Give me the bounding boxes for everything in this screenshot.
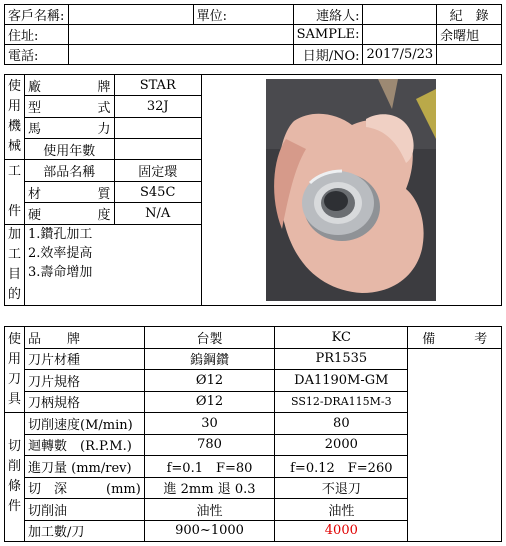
row-label: 加工數/刀 xyxy=(25,520,145,542)
row-label: 刀片材種 xyxy=(25,348,145,370)
sample-value xyxy=(363,25,437,45)
header-table xyxy=(4,4,502,65)
row-label: 切削速度(M/min) xyxy=(25,413,145,435)
row-b: PR1535 xyxy=(275,348,408,370)
row-b: 不退刀 xyxy=(275,477,408,499)
row-b-highlight: 4000 xyxy=(275,520,408,542)
model-label: 型 式 xyxy=(25,96,115,117)
row-b: 2000 xyxy=(275,434,408,456)
customer-value xyxy=(68,5,193,25)
row-label: 進刀量 (mm/rev) xyxy=(25,456,145,478)
remarks-value xyxy=(408,348,502,542)
address-value xyxy=(68,25,293,45)
row-label: 切削油 xyxy=(25,499,145,521)
brand-b: KC xyxy=(275,327,408,349)
record-label: 紀 錄 xyxy=(437,5,502,25)
row-a: 進 2mm 退 0.3 xyxy=(144,477,274,499)
part-value: 固定環 xyxy=(114,160,201,182)
brand-value: STAR xyxy=(114,75,201,96)
row-a: Ø12 xyxy=(144,391,274,413)
recorder-name: 余曙旭 xyxy=(437,25,502,45)
row-b: 80 xyxy=(275,413,408,435)
purpose-notes xyxy=(25,224,202,305)
customer-label: 客戶名稱: xyxy=(5,5,69,25)
years-label: 使用年數 xyxy=(25,138,115,159)
row-a: 油性 xyxy=(144,499,274,521)
unit-label: 單位: xyxy=(193,5,293,25)
purpose-note-3: 3.壽命增加 xyxy=(28,264,93,280)
power-label: 馬 力 xyxy=(25,117,115,138)
purpose-note-2: 2.效率提高 xyxy=(28,245,93,261)
row-b: DA1190M-GM xyxy=(275,370,408,392)
row-label: 切 深 (mm) xyxy=(25,477,145,499)
power-value xyxy=(114,117,201,138)
material-label: 材 質 xyxy=(25,181,115,202)
row-b: SS12-DRA115M-3 xyxy=(275,391,408,413)
hardness-value: N/A xyxy=(114,203,201,224)
info-table xyxy=(4,74,502,306)
date-value: 2017/5/23 xyxy=(363,45,437,65)
row-a: 900~1000 xyxy=(144,520,274,542)
remarks-label: 備 考 xyxy=(408,327,502,349)
workpiece-section-label: 工 件 xyxy=(5,160,25,224)
row-a: f=0.1 F=80 xyxy=(144,456,274,478)
cutting-section-label: 切 削 條 件 xyxy=(5,413,25,542)
workpiece-photo xyxy=(266,79,436,301)
test-table xyxy=(4,326,502,542)
tool-section-label: 使 用 刀 具 xyxy=(5,327,25,413)
brand-label: 廠 牌 xyxy=(25,75,115,96)
row-label: 刀柄規格 xyxy=(25,391,145,413)
purpose-note-1: 1.鑽孔加工 xyxy=(28,226,93,242)
date-label: 日期/NO: xyxy=(293,45,363,65)
model-value: 32J xyxy=(114,96,201,117)
row-a: 鎢鋼鑽 xyxy=(144,348,274,370)
part-label: 部品名稱 xyxy=(25,160,115,182)
phone-value xyxy=(68,45,293,65)
row-a: 780 xyxy=(144,434,274,456)
row-label: 刀片規格 xyxy=(25,370,145,392)
brand-a: 台製 xyxy=(144,327,274,349)
recorder-extra xyxy=(437,45,502,65)
purpose-section-label: 加 工 目 的 xyxy=(5,224,25,305)
years-value xyxy=(114,138,201,159)
hardness-label: 硬 度 xyxy=(25,203,115,224)
material-value: S45C xyxy=(114,181,201,202)
photo-cell xyxy=(201,75,501,306)
contact-value xyxy=(363,5,437,25)
brand-row-label: 品 牌 xyxy=(25,327,145,349)
row-label: 迴轉數 (R.P.M.) xyxy=(25,434,145,456)
row-b: f=0.12 F=260 xyxy=(275,456,408,478)
sample-label: SAMPLE: xyxy=(293,25,363,45)
row-a: 30 xyxy=(144,413,274,435)
row-a: Ø12 xyxy=(144,370,274,392)
contact-label: 連絡人: xyxy=(293,5,363,25)
phone-label: 電話: xyxy=(5,45,69,65)
row-b: 油性 xyxy=(275,499,408,521)
address-label: 住址: xyxy=(5,25,69,45)
machine-section-label: 使 用 機 械 xyxy=(5,75,25,160)
